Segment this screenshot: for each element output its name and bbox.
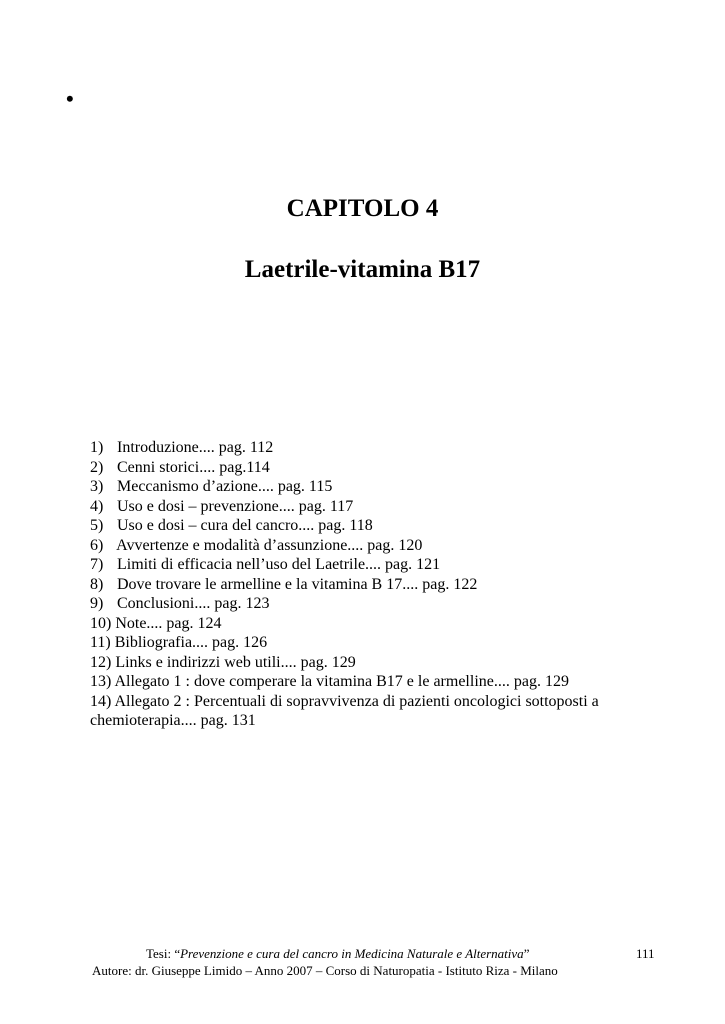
table-of-contents	[90, 438, 650, 731]
footer-author-line: Autore: dr. Giuseppe Limido – Anno 2007 – Corso di Naturopatia - Istituto Riza - Milano	[92, 963, 558, 978]
chapter-subtitle: Laetrile-vitamina B17	[244, 256, 481, 283]
toc-item	[90, 594, 650, 614]
bullet-mark: •	[66, 86, 74, 111]
toc-item-text: Allegato 2 : Percentuali di sopravvivenza di pazienti oncologici sottoposti a chemioterapia.... pag. 131	[90, 692, 599, 729]
footer-thesis-prefix: Tesi: “	[146, 946, 181, 961]
toc-item	[90, 692, 650, 731]
toc-item-text: Note.... pag. 124	[115, 614, 222, 632]
toc-item	[90, 653, 650, 673]
toc-item-number: 10)	[90, 614, 112, 632]
toc-item-number: 6)	[90, 536, 104, 554]
toc-item-number: 4)	[90, 497, 104, 515]
toc-item-number: 5)	[90, 517, 104, 534]
toc-item	[90, 497, 650, 517]
footer-thesis-suffix: ”	[523, 946, 530, 961]
footer-thesis-title: Prevenzione e cura del cancro in Medicina Naturale e Alternativa	[180, 946, 524, 961]
toc-item-number: 2)	[90, 458, 104, 476]
toc-item-number: 11)	[90, 634, 111, 651]
chapter-title: CAPITOLO 4	[286, 195, 439, 222]
toc-item-number: 8)	[90, 575, 104, 593]
toc-item-number: 9)	[90, 595, 104, 612]
toc-item	[90, 672, 650, 692]
toc-item	[90, 458, 650, 478]
toc-item	[90, 555, 650, 575]
toc-item-text: Dove trovare le armelline e la vitamina B 17.... pag. 122	[117, 575, 478, 593]
toc-item-text: Uso e dosi – cura del cancro.... pag. 118	[117, 517, 373, 534]
toc-item	[90, 633, 650, 653]
toc-item-text: Avvertenze e modalità d’assunzione.... pag. 120	[116, 536, 423, 554]
toc-item-number: 7)	[90, 556, 104, 573]
toc-item-number: 13)	[90, 673, 112, 690]
toc-item-text: Cenni storici.... pag.114	[117, 458, 270, 476]
toc-item-text: Links e indirizzi web utili.... pag. 129	[115, 653, 356, 671]
toc-item-number: 3)	[90, 478, 104, 495]
toc-item	[90, 477, 650, 497]
toc-item-text: Uso e dosi – prevenzione.... pag. 117	[117, 497, 354, 515]
footer-thesis-line	[146, 946, 529, 962]
toc-item	[90, 575, 650, 595]
toc-item	[90, 516, 650, 536]
toc-item-text: Introduzione.... pag. 112	[117, 439, 274, 456]
toc-item-number: 1)	[90, 439, 104, 456]
toc-item	[90, 614, 650, 634]
toc-item-text: Meccanismo d’azione.... pag. 115	[117, 478, 333, 495]
toc-item-text: Allegato 1 : dove comperare la vitamina B17 e le armelline.... pag. 129	[114, 673, 569, 690]
toc-item-text: Conclusioni.... pag. 123	[117, 595, 270, 612]
toc-item	[90, 536, 650, 556]
toc-item-text: Bibliografia.... pag. 126	[114, 634, 268, 651]
toc-item-number: 14)	[90, 692, 112, 710]
toc-item-text: Limiti di efficacia nell’uso del Laetrile.... pag. 121	[117, 556, 441, 573]
toc-item	[90, 438, 650, 458]
toc-item-number: 12)	[90, 653, 112, 671]
footer-page-number: 111	[636, 946, 655, 961]
